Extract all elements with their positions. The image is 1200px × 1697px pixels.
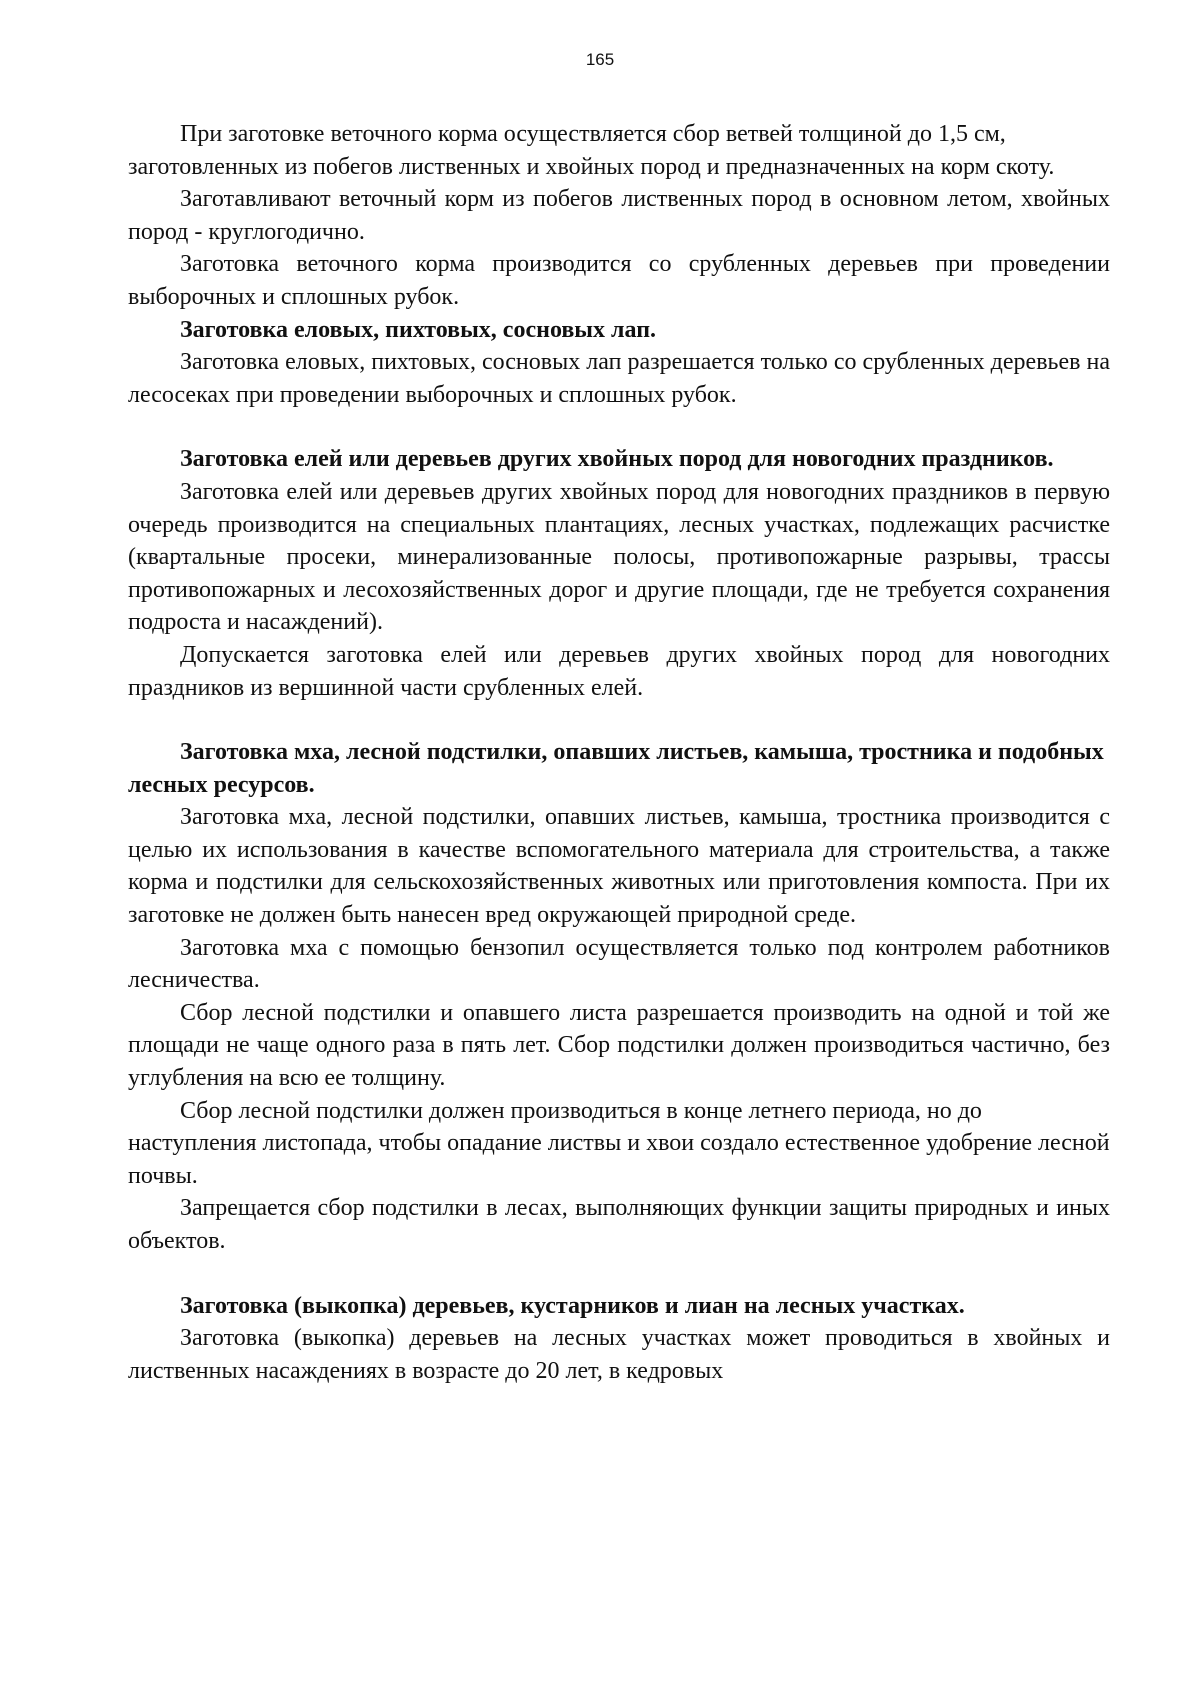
paragraph: Заготовка елей или деревьев других хвойных пород для новогодних праздников в первую очередь производится на специальных плантациях, лесных участках, подлежащих расчистке (квартальные просеки, минерализованные полосы, противопожарные разрывы, трассы противопожарных и лесохозяйственных дорог и другие площади, где не требуется сохранения подроста и насаждений).: [128, 478, 1110, 636]
paragraph: При заготовке веточного корма осуществляется сбор ветвей толщиной до 1,5 см, заготовленных из побегов лиственных и хвойных пород и предназначенных на корм скоту.: [128, 121, 1055, 180]
paragraph: Заготовка веточного корма производится со срубленных деревьев при проведении выборочных и сплошных рубок.: [128, 251, 1110, 310]
section-spacer: [128, 704, 1110, 736]
paragraph: Заготавливают веточный корм из побегов лиственных пород в основном летом, хвойных пород - круглогодично.: [128, 186, 1110, 245]
section-heading: Заготовка елей или деревьев других хвойных пород для новогодних праздников.: [180, 446, 1054, 473]
page-number: 165: [585, 50, 615, 69]
section-heading: Заготовка (выкопка) деревьев, кустарников и лиан на лесных участках.: [180, 1292, 965, 1319]
section-spacer: [128, 1258, 1110, 1290]
document-body: [128, 118, 1110, 1387]
paragraph: Сбор лесной подстилки должен производиться в конце летнего периода, но до наступления листопада, чтобы опадание листвы и хвои создало естественное удобрение лесной почвы.: [128, 1097, 1110, 1189]
section-heading: Заготовка мха, лесной подстилки, опавших листьев, камыша, тростника и подобных лесных ресурсов.: [128, 739, 1104, 798]
paragraph: Допускается заготовка елей или деревьев других хвойных пород для новогодних праздников из вершинной части срубленных елей.: [128, 641, 1110, 701]
section-heading: Заготовка еловых, пихтовых, сосновых лап.: [180, 316, 657, 343]
paragraph: Заготовка мха, лесной подстилки, опавших листьев, камыша, тростника производится с целью их использования в качестве вспомогательного материала для строительства, а также корма и подстилки для сельскохозяйственных животных или приготовления компоста. При их заготовке не должен быть нанесен вред окружающей природной среде.: [128, 804, 1110, 929]
paragraph: Заготовка мха с помощью бензопил осуществляется только под контролем работников лесничества.: [128, 934, 1110, 994]
paragraph: Заготовка еловых, пихтовых, сосновых лап разрешается только со срубленных деревьев на лесосеках при проведении выборочных и сплошных рубок.: [128, 349, 1110, 408]
paragraph: Запрещается сбор подстилки в лесах, выполняющих функции защиты природных и иных объектов.: [128, 1195, 1110, 1254]
section-spacer: [128, 411, 1110, 443]
paragraph: Заготовка (выкопка) деревьев на лесных участках может проводиться в хвойных и лиственных насаждениях в возрасте до 20 лет, в кедровых: [128, 1325, 1110, 1384]
paragraph: Сбор лесной подстилки и опавшего листа разрешается производить на одной и той же площади не чаще одного раза в пять лет. Сбор подстилки должен производиться частично, без углубления на всю ее толщину.: [128, 999, 1110, 1092]
